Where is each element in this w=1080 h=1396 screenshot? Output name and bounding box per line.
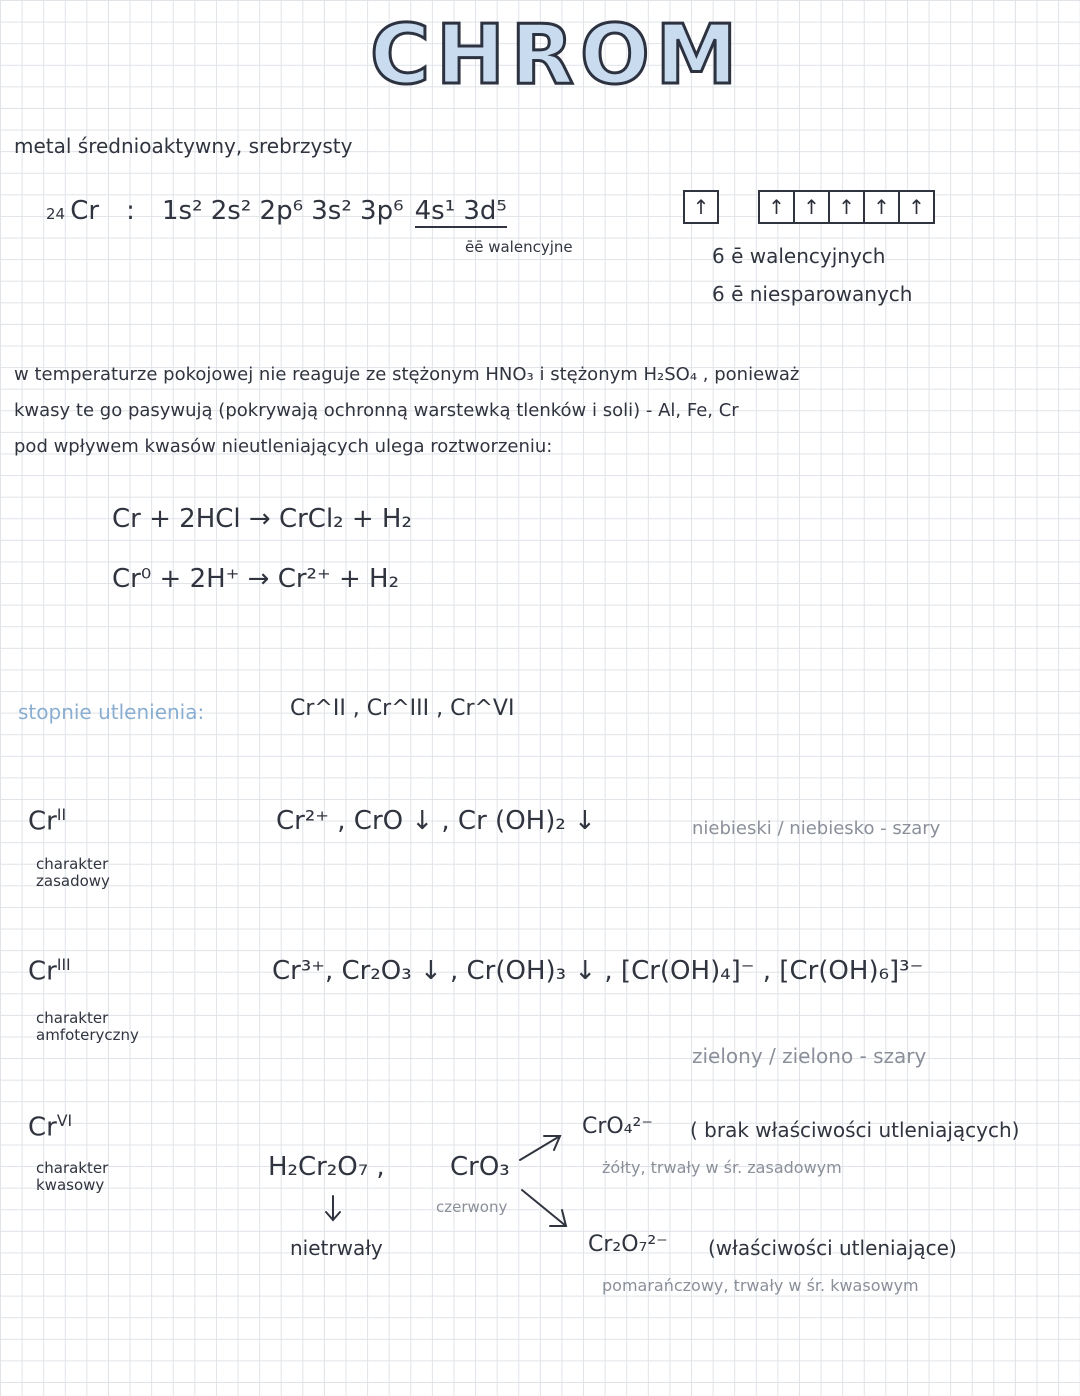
spin-up-arrow-icon: ↑ [692,195,710,219]
valence-configuration: 4s¹ 3d⁵ [414,196,507,226]
cr2-compounds: Cr²⁺ , CrO ↓ , Cr (OH)₂ ↓ [276,806,596,836]
intro-text: metal średnioaktywny, srebrzysty [14,134,353,158]
dichromate-ion: Cr₂O₇²⁻ [588,1232,668,1257]
oxidation-states-list: Cr^II , Cr^III , Cr^VI [290,696,515,721]
equation-molecular: Cr + 2HCl → CrCl₂ + H₂ [112,504,412,534]
cr6-character: charakter kwasowy [36,1159,109,1194]
arrow-down-icon [326,1196,340,1220]
chromate-color: żółty, trwały w śr. zasadowym [602,1158,842,1177]
cr6-roman: VI [56,1112,73,1130]
arrow-to-chromate-icon [520,1136,560,1160]
spin-up-arrow-icon: ↑ [803,195,820,219]
cr3-character: charakter amfoteryczny [36,1009,139,1044]
spin-up-arrow-icon: ↑ [768,195,785,219]
spin-up-arrow-icon: ↑ [873,195,890,219]
acid-stability-note: nietrwały [290,1236,383,1260]
cr2-roman: II [56,806,67,824]
cr3-roman: III [56,956,71,974]
paragraph-line-2: kwasy te go pasywują (pokrywają ochronną warstewką tlenków i soli) - Al, Fe, Cr [14,400,739,421]
cr3-compounds: Cr³⁺, Cr₂O₃ ↓ , Cr(OH)₃ ↓ , [Cr(OH)₄]⁻ , [Cr(OH)₆]³⁻ [272,956,924,986]
equation-ionic: Cr⁰ + 2H⁺ → Cr²⁺ + H₂ [112,564,399,594]
unpaired-electrons-note: 6 ē niesparowanych [712,282,913,306]
spin-up-arrow-icon: ↑ [908,195,925,219]
valence-note: ēē walencyjne [465,238,573,256]
element-symbol: Cr [70,196,100,226]
cr2-color: niebieski / niebiesko - szary [692,818,941,839]
valence-electrons-note: 6 ē walencyjnych [712,244,886,268]
arrow-to-dichromate-icon [522,1190,566,1226]
cr3-color: zielony / zielono - szary [692,1044,927,1068]
core-configuration: 1s² 2s² 2p⁶ 3s² 3p⁶ [161,196,404,226]
chromium-trioxide: CrO₃ [450,1152,510,1182]
cr6-symbol: Cr [28,1112,57,1143]
dichromate-color: pomarańczowy, trwały w śr. kwasowym [602,1276,919,1295]
dichromate-property: (właściwości utleniające) [708,1236,957,1260]
oxidation-states-label: stopnie utlenienia: [18,700,205,724]
trioxide-color: czerwony [436,1198,508,1216]
cr3-symbol: Cr [28,956,57,987]
config-colon: : [126,196,135,226]
paragraph-line-1: w temperaturze pokojowej nie reaguje ze stężonym HNO₃ i stężonym H₂SO₄ , ponieważ [14,364,800,385]
chromate-ion: CrO₄²⁻ [582,1114,653,1139]
spin-up-arrow-icon: ↑ [838,195,855,219]
cr2-symbol: Cr [28,806,57,837]
chromate-property: ( brak właściwości utleniających) [690,1118,1020,1142]
cr2-character: charakter zasadowy [36,855,110,890]
paragraph-line-3: pod wpływem kwasów nieutleniających ulega roztworzeniu: [14,436,553,457]
dichromic-acid: H₂Cr₂O₇ , [268,1152,385,1182]
atomic-number: 24 [46,205,66,223]
page-title: CHROM [370,8,744,103]
